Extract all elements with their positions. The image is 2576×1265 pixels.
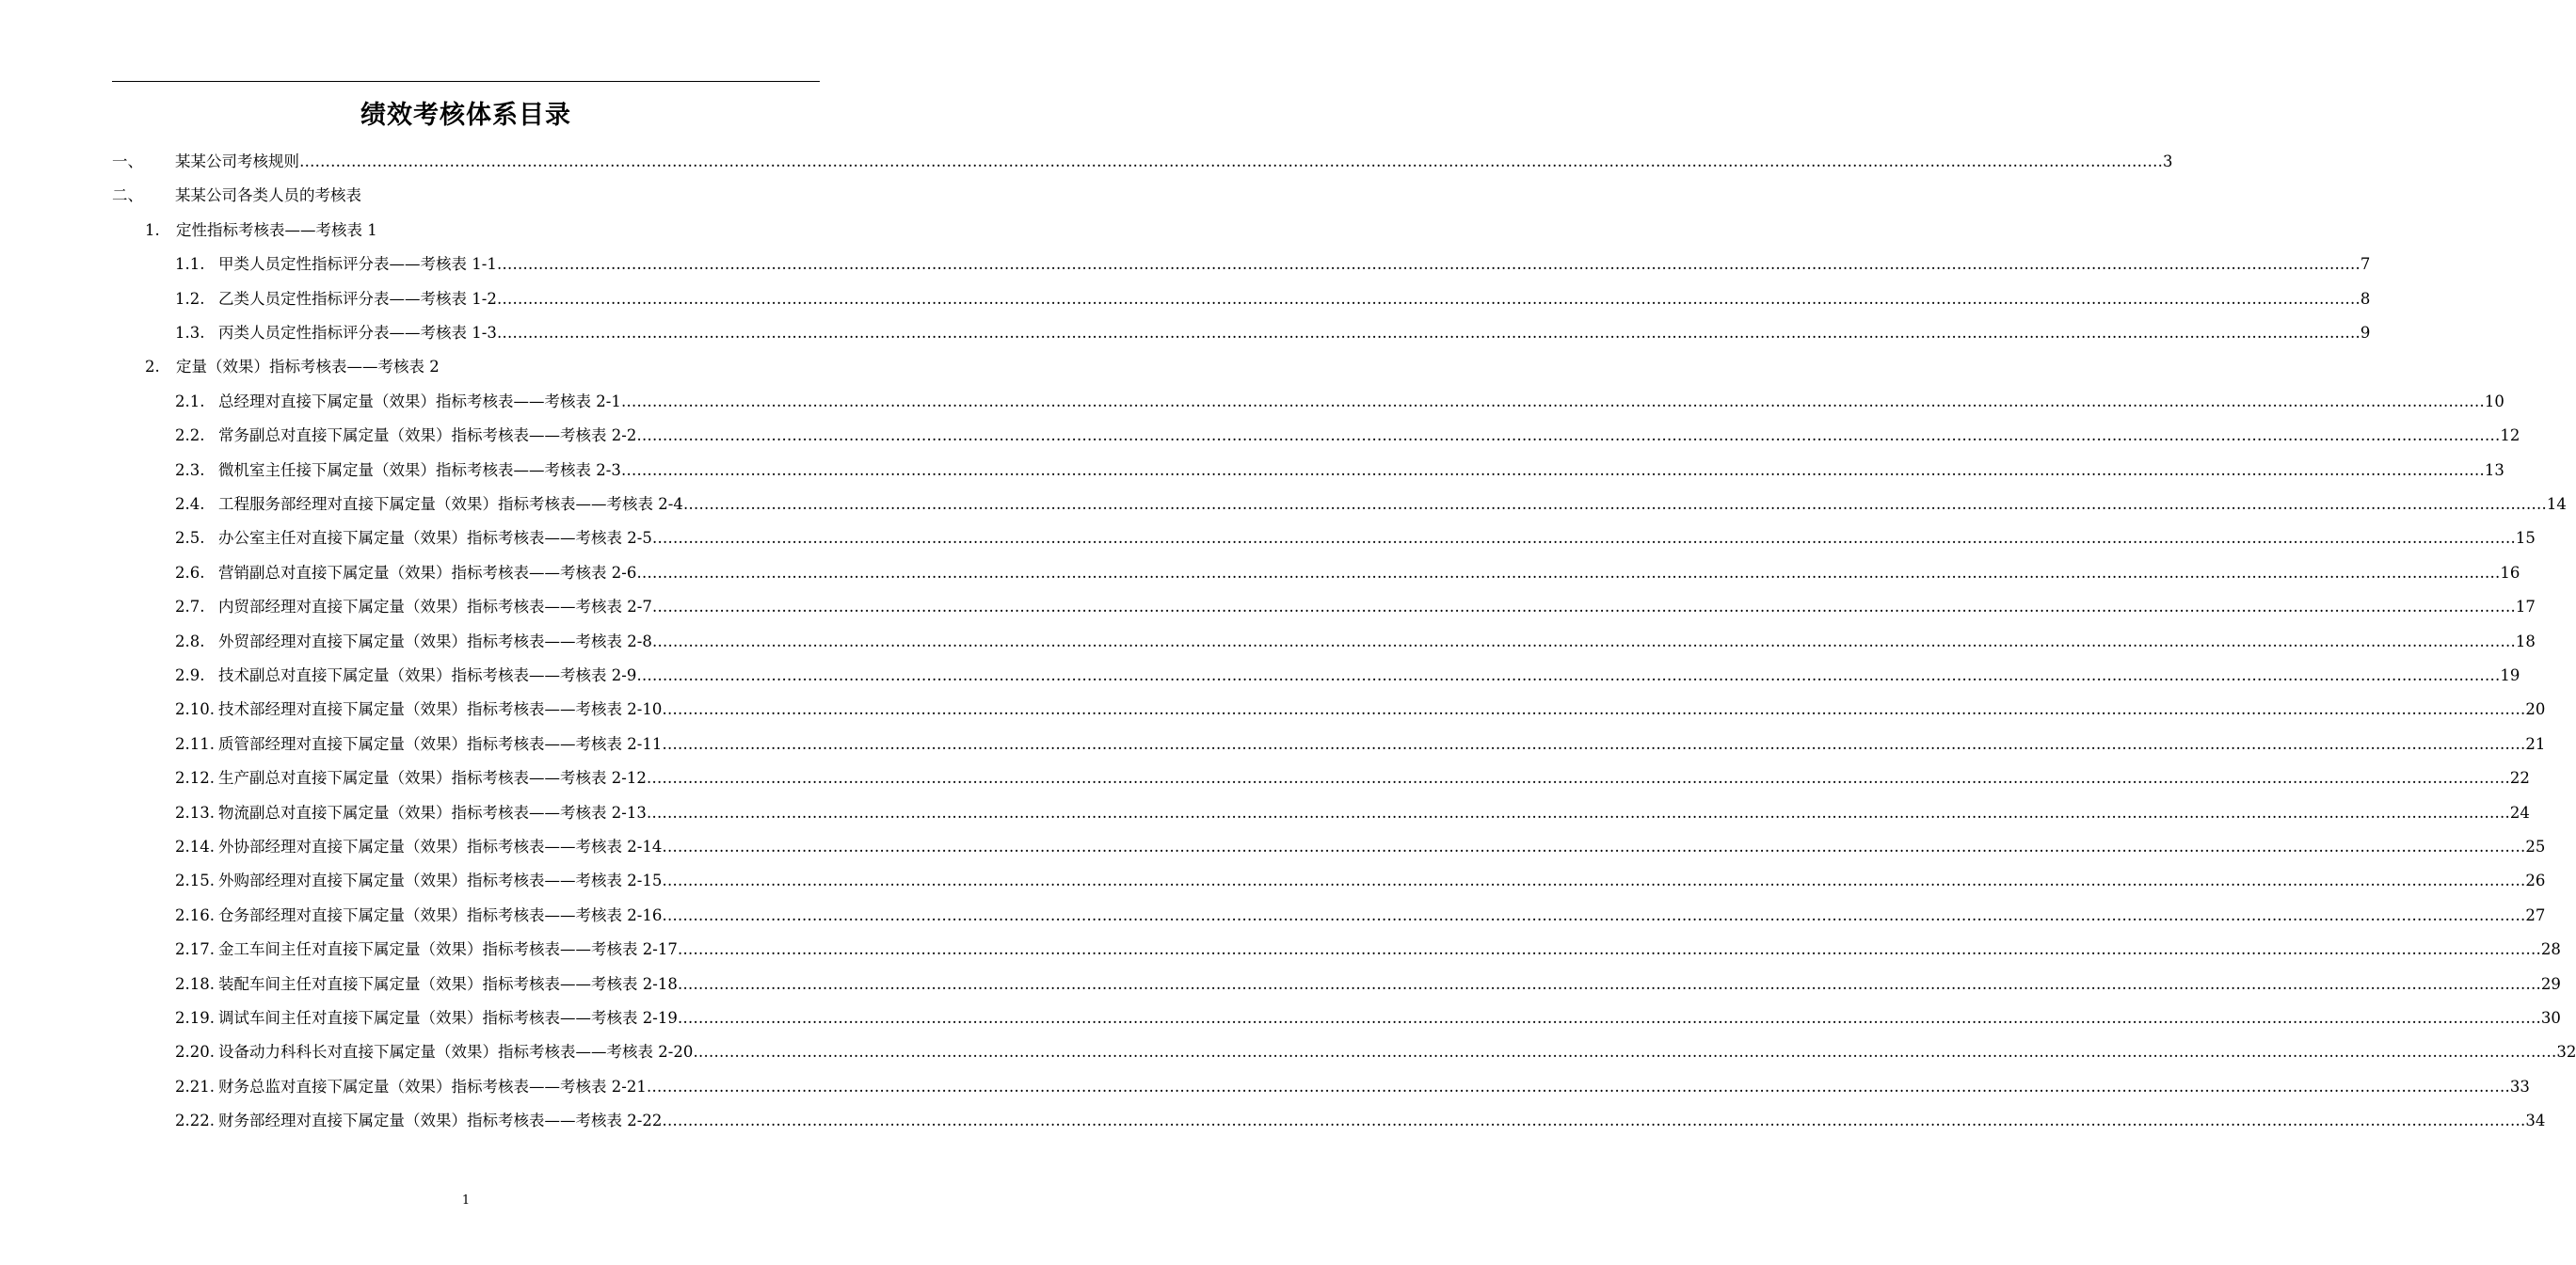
toc-leader-dots: ………………………………………………………………………………………………………………………………………………………………………………………………………………………………………………………………………………………………………………………………	[496, 290, 2360, 308]
toc-item-1-2[interactable]	[175, 288, 2371, 311]
toc-item-2-6[interactable]	[175, 562, 2520, 584]
toc-item-2-13[interactable]	[175, 802, 2530, 825]
toc-page-number: 8	[2360, 290, 2371, 308]
toc-item-2-5[interactable]	[175, 527, 2536, 550]
toc-leader-dots: ………………………………………………………………………………………………………………………………………………………………………………………………………………………………………………………………………………………………………………………………	[636, 564, 2501, 582]
toc-page-number: 10	[2484, 392, 2504, 410]
toc-entry-number: 1.3.	[175, 324, 205, 342]
toc-leader-dots: ………………………………………………………………………………………………………………………………………………………………………………………………………………………………………………………………………………………………………………………………	[662, 906, 2526, 924]
toc-entry-number: 2.6.	[175, 564, 205, 582]
toc-entry-number: 2.11.	[175, 735, 215, 753]
toc-leader-dots: ………………………………………………………………………………………………………………………………………………………………………………………………………………………………………………………………………………………………………………………………	[620, 461, 2485, 479]
toc-group-2[interactable]	[145, 356, 710, 378]
toc-page-number: 27	[2525, 906, 2546, 924]
toc-entry-number: 2.9.	[175, 666, 205, 684]
toc-entry-number: 1.	[145, 221, 160, 239]
toc-page-number: 13	[2484, 461, 2504, 479]
toc-page-number: 28	[2540, 940, 2561, 958]
toc-section-1[interactable]	[112, 151, 2173, 173]
toc-entry-number: 2.8.	[175, 632, 205, 650]
toc-entry-title: 外协部经理对直接下属定量（效果）指标考核表——考核表 2-14	[218, 838, 663, 856]
toc-page-number: 17	[2515, 598, 2536, 616]
toc-section-2[interactable]	[112, 184, 677, 207]
toc-entry-title: 技术副总对直接下属定量（效果）指标考核表——考核表 2-9	[218, 666, 637, 684]
toc-entry-title: 外购部经理对直接下属定量（效果）指标考核表——考核表 2-15	[218, 872, 663, 889]
toc-page-number: 22	[2509, 769, 2530, 787]
toc-leader-dots: ………………………………………………………………………………………………………………………………………………………………………………………………………………………………………………………………………………………………………………………………	[651, 598, 2516, 616]
toc-item-2-12[interactable]	[175, 767, 2530, 790]
toc-leader-dots: ………………………………………………………………………………………………………………………………………………………………………………………………………………………………………………………………………………………………………………………………	[651, 632, 2516, 650]
toc-entry-number: 2.4.	[175, 495, 205, 513]
toc-entry-number: 2.18.	[175, 975, 215, 993]
toc-page-number: 29	[2540, 975, 2561, 993]
toc-entry-number: 2.16.	[175, 906, 215, 924]
toc-item-2-20[interactable]	[175, 1041, 2576, 1064]
toc-entry-number: 1.1.	[175, 255, 205, 273]
toc-leader-dots: ………………………………………………………………………………………………………………………………………………………………………………………………………………………………………………………………………………………………………………………………	[662, 1112, 2526, 1129]
toc-entry-number: 2.2.	[175, 426, 205, 444]
toc-entry-number: 2.20.	[175, 1043, 215, 1061]
toc-leader-dots: ………………………………………………………………………………………………………………………………………………………………………………………………………………………………………………………………………………………………………………………………	[693, 1043, 2557, 1061]
toc-page-number: 15	[2515, 529, 2536, 547]
toc-page-number: 12	[2500, 426, 2520, 444]
toc-leader-dots: ………………………………………………………………………………………………………………………………………………………………………………………………………………………………………………………………………………………………………………………………	[636, 426, 2501, 444]
toc-page-number: 34	[2525, 1112, 2546, 1129]
page-number: 1	[461, 1193, 471, 1208]
toc-item-2-9[interactable]	[175, 665, 2520, 687]
toc-leader-dots: ………………………………………………………………………………………………………………………………………………………………………………………………………………………………………………………………………………………………………………………………	[299, 152, 2163, 170]
toc-entry-title: 常务副总对直接下属定量（效果）指标考核表——考核表 2-2	[218, 426, 637, 444]
toc-entry-number: 2.15.	[175, 872, 215, 889]
toc-entry-title: 设备动力科科长对直接下属定量（效果）指标考核表——考核表 2-20	[218, 1043, 694, 1061]
toc-page-number: 21	[2525, 735, 2546, 753]
toc-entry-number: 2.22.	[175, 1112, 215, 1129]
toc-page-number: 25	[2525, 838, 2546, 856]
toc-leader-dots: ………………………………………………………………………………………………………………………………………………………………………………………………………………………………………………………………………………………………………………………………	[677, 975, 2541, 993]
toc-item-2-21[interactable]	[175, 1076, 2530, 1098]
toc-entry-number: 2.12.	[175, 769, 215, 787]
toc-item-2-11[interactable]	[175, 733, 2546, 756]
toc-item-2-18[interactable]	[175, 973, 2561, 996]
toc-leader-dots: ………………………………………………………………………………………………………………………………………………………………………………………………………………………………………………………………………………………………………………………………	[677, 940, 2541, 958]
toc-entry-title: 甲类人员定性指标评分表——考核表 1-1	[218, 255, 497, 273]
toc-page-number: 30	[2540, 1009, 2561, 1027]
toc-leader-dots: ………………………………………………………………………………………………………………………………………………………………………………………………………………………………………………………………………………………………………………………………	[662, 700, 2526, 718]
toc-leader-dots: ………………………………………………………………………………………………………………………………………………………………………………………………………………………………………………………………………………………………………………………………	[662, 838, 2526, 856]
toc-entry-title: 工程服务部经理对直接下属定量（效果）指标考核表——考核表 2-4	[218, 495, 683, 513]
toc-entry-title: 调试车间主任对直接下属定量（效果）指标考核表——考核表 2-19	[218, 1009, 678, 1027]
toc-entry-number: 一、	[112, 152, 143, 170]
toc-entry-title: 装配车间主任对直接下属定量（效果）指标考核表——考核表 2-18	[218, 975, 678, 993]
toc-entry-title: 乙类人员定性指标评分表——考核表 1-2	[218, 290, 497, 308]
toc-entry-title: 仓务部经理对直接下属定量（效果）指标考核表——考核表 2-16	[218, 906, 663, 924]
toc-item-2-2[interactable]	[175, 424, 2520, 447]
toc-entry-title: 总经理对直接下属定量（效果）指标考核表——考核表 2-1	[218, 392, 621, 410]
toc-entry-number: 2.13.	[175, 804, 215, 822]
toc-item-2-10[interactable]	[175, 698, 2546, 721]
toc-item-2-8[interactable]	[175, 631, 2536, 653]
toc-entry-title: 办公室主任对直接下属定量（效果）指标考核表——考核表 2-5	[218, 529, 652, 547]
toc-entry-title: 定性指标考核表——考核表 1	[176, 221, 377, 239]
toc-page-number: 24	[2509, 804, 2530, 822]
toc-item-1-3[interactable]	[175, 322, 2371, 344]
toc-page-number: 26	[2525, 872, 2546, 889]
toc-entry-title: 某某公司考核规则	[175, 152, 299, 170]
toc-entry-number: 二、	[112, 186, 143, 204]
toc-item-2-1[interactable]	[175, 391, 2504, 413]
toc-entry-title: 金工车间主任对直接下属定量（效果）指标考核表——考核表 2-17	[218, 940, 678, 958]
toc-entry-number: 1.2.	[175, 290, 205, 308]
toc-leader-dots: ………………………………………………………………………………………………………………………………………………………………………………………………………………………………………………………………………………………………………………………………	[636, 666, 2501, 684]
toc-entry-title: 技术部经理对直接下属定量（效果）指标考核表——考核表 2-10	[218, 700, 663, 718]
toc-item-2-7[interactable]	[175, 596, 2536, 618]
toc-leader-dots: ………………………………………………………………………………………………………………………………………………………………………………………………………………………………………………………………………………………………………………………………	[646, 1078, 2510, 1096]
toc-leader-dots: ………………………………………………………………………………………………………………………………………………………………………………………………………………………………………………………………………………………………………………………………	[662, 735, 2526, 753]
toc-entry-title: 物流副总对直接下属定量（效果）指标考核表——考核表 2-13	[218, 804, 647, 822]
toc-item-2-17[interactable]	[175, 938, 2561, 961]
toc-entry-title: 微机室主任接下属定量（效果）指标考核表——考核表 2-3	[218, 461, 621, 479]
toc-entry-title: 定量（效果）指标考核表——考核表 2	[176, 358, 440, 376]
toc-page-number: 20	[2525, 700, 2546, 718]
toc-page-number: 16	[2500, 564, 2520, 582]
toc-leader-dots: ………………………………………………………………………………………………………………………………………………………………………………………………………………………………………………………………………………………………………………………………	[646, 804, 2510, 822]
toc-page-number: 3	[2163, 152, 2173, 170]
toc-entry-title: 外贸部经理对直接下属定量（效果）指标考核表——考核表 2-8	[218, 632, 652, 650]
toc-item-2-3[interactable]	[175, 459, 2504, 482]
toc-entry-number: 2.7.	[175, 598, 205, 616]
toc-entry-title: 内贸部经理对直接下属定量（效果）指标考核表——考核表 2-7	[218, 598, 652, 616]
toc-entry-number: 2.19.	[175, 1009, 215, 1027]
toc-leader-dots: ………………………………………………………………………………………………………………………………………………………………………………………………………………………………………………………………………………………………………………………………	[620, 392, 2485, 410]
toc-entry-number: 2.21.	[175, 1078, 215, 1096]
toc-page-number: 19	[2500, 666, 2520, 684]
document-title: 绩效考核体系目录	[360, 101, 571, 130]
toc-item-2-14[interactable]	[175, 836, 2546, 858]
toc-entry-number: 2.10.	[175, 700, 215, 718]
toc-entry-number: 2.5.	[175, 529, 205, 547]
toc-item-2-16[interactable]	[175, 905, 2546, 927]
toc-leader-dots: ………………………………………………………………………………………………………………………………………………………………………………………………………………………………………………………………………………………………………………………………	[677, 1009, 2541, 1027]
toc-entry-title: 丙类人员定性指标评分表——考核表 1-3	[218, 324, 497, 342]
toc-entry-title: 生产副总对直接下属定量（效果）指标考核表——考核表 2-12	[218, 769, 647, 787]
toc-entry-number: 2.14.	[175, 838, 215, 856]
toc-entry-title: 财务总监对直接下属定量（效果）指标考核表——考核表 2-21	[218, 1078, 647, 1096]
toc-leader-dots: ………………………………………………………………………………………………………………………………………………………………………………………………………………………………………………………………………………………………………………………………	[646, 769, 2510, 787]
toc-page-number: 18	[2515, 632, 2536, 650]
toc-item-2-4[interactable]	[175, 493, 2567, 516]
toc-leader-dots: ………………………………………………………………………………………………………………………………………………………………………………………………………………………………………………………………………………………………………………………………	[496, 255, 2360, 273]
toc-page-number: 14	[2546, 495, 2567, 513]
toc-entry-number: 2.3.	[175, 461, 205, 479]
toc-leader-dots: ………………………………………………………………………………………………………………………………………………………………………………………………………………………………………………………………………………………………………………………………	[662, 872, 2526, 889]
toc-page-number: 32	[2556, 1043, 2576, 1061]
toc-leader-dots: ………………………………………………………………………………………………………………………………………………………………………………………………………………………………………………………………………………………………………………………………	[682, 495, 2547, 513]
toc-page-number: 33	[2509, 1078, 2530, 1096]
toc-page-number: 9	[2360, 324, 2371, 342]
toc-item-2-15[interactable]	[175, 870, 2546, 892]
toc-entry-number: 2.	[145, 358, 160, 376]
toc-page-number: 7	[2360, 255, 2371, 273]
toc-entry-number: 2.17.	[175, 940, 215, 958]
toc-entry-title: 营销副总对直接下属定量（效果）指标考核表——考核表 2-6	[218, 564, 637, 582]
toc-group-1[interactable]	[145, 219, 710, 242]
toc-item-1-1[interactable]	[175, 253, 2371, 276]
toc-entry-title: 某某公司各类人员的考核表	[175, 186, 361, 204]
toc-leader-dots: ………………………………………………………………………………………………………………………………………………………………………………………………………………………………………………………………………………………………………………………………	[651, 529, 2516, 547]
toc-entry-title: 质管部经理对直接下属定量（效果）指标考核表——考核表 2-11	[218, 735, 663, 753]
header-rule	[112, 81, 820, 82]
toc-entry-number: 2.1.	[175, 392, 205, 410]
toc-item-2-19[interactable]	[175, 1007, 2561, 1030]
toc-entry-title: 财务部经理对直接下属定量（效果）指标考核表——考核表 2-22	[218, 1112, 663, 1129]
toc-leader-dots: ………………………………………………………………………………………………………………………………………………………………………………………………………………………………………………………………………………………………………………………………	[496, 324, 2360, 342]
toc-item-2-22[interactable]	[175, 1110, 2546, 1132]
